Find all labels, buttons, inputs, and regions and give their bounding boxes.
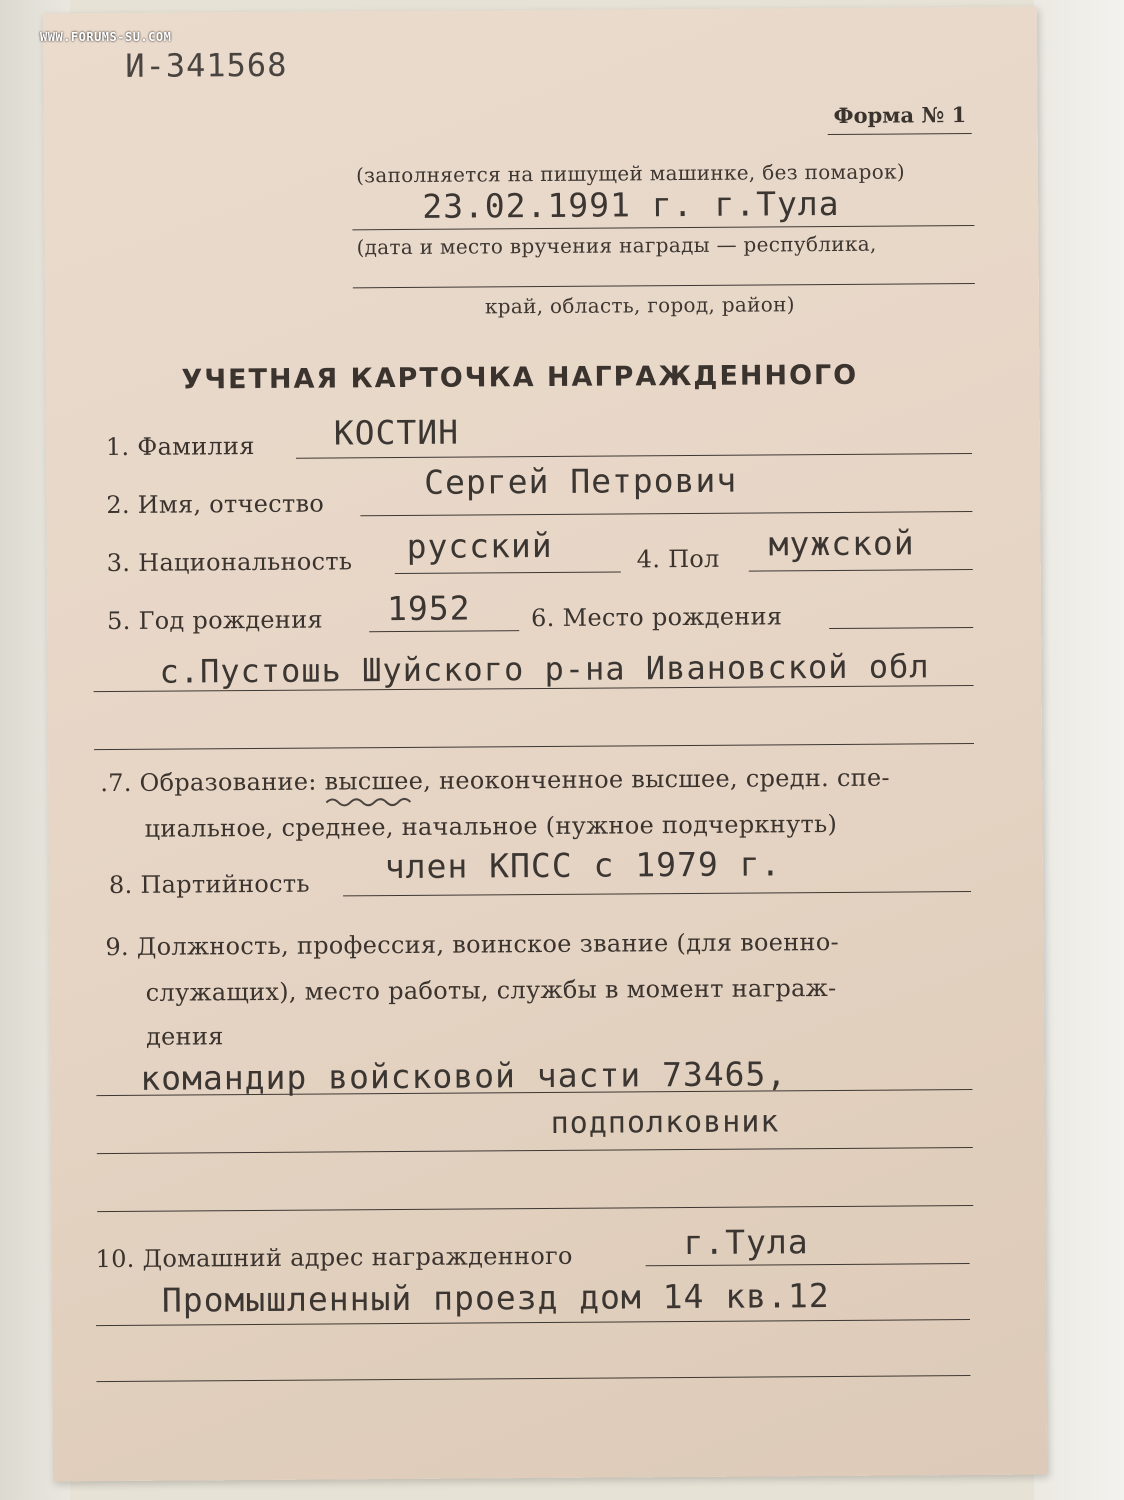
award-record-card — [43, 7, 1047, 1482]
position-label-line-3: дения — [145, 1022, 224, 1051]
fill-instruction: (заполняется на пишущей машинке, без помарок) — [355, 159, 906, 188]
education-label-rest: , неоконченное высшее, средн. спе- — [423, 763, 890, 795]
nationality-line — [395, 571, 621, 574]
surname-value: КОСТИН — [333, 412, 460, 453]
nationality-label: 3. Национальность — [106, 547, 353, 578]
birth-place-line-1 — [829, 627, 973, 629]
award-date-place-line — [352, 225, 974, 230]
surname-label: 1. Фамилия — [105, 432, 255, 462]
education-label-prefix: .7. Образование: — [100, 767, 325, 798]
position-value-line-1: командир войсковой части 73465, — [140, 1054, 788, 1098]
date-place-caption-2: край, область, город, район) — [484, 292, 795, 319]
site-watermark: WWW.FORUMS-SU.COM — [40, 30, 172, 44]
address-label: 10. Домашний адрес награжденного — [95, 1241, 573, 1274]
name-label: 2. Имя, отчество — [106, 489, 325, 520]
date-place-caption-1: (дата и место вручения награды — республика, — [356, 231, 877, 260]
sex-value: мужской — [768, 523, 915, 564]
name-value: Сергей Петрович — [424, 460, 738, 502]
birth-year-value: 1952 — [386, 588, 471, 629]
name-line — [360, 511, 972, 516]
position-line-3 — [97, 1205, 973, 1212]
education-label-line-1 — [100, 764, 890, 798]
birth-place-line-3 — [94, 743, 974, 750]
birth-place-value: с.Пустошь Шуйского р-на Ивановской обл — [159, 647, 930, 691]
position-value-line-2: подполковник — [550, 1104, 780, 1141]
party-line — [343, 891, 971, 896]
education-label-line-2: циальное, среднее, начальное (нужное подчеркнуть) — [144, 809, 838, 843]
birth-place-label: 6. Место рождения — [531, 602, 783, 633]
sex-line — [749, 569, 973, 572]
serial-number: И-341568 — [125, 45, 288, 85]
form-number-underline — [828, 133, 972, 135]
position-label-line-1: 9. Должность, профессия, воинское звание (для военно- — [105, 927, 840, 962]
address-line-1 — [646, 1263, 970, 1266]
form-number: Форма № 1 — [833, 102, 967, 128]
party-label: 8. Партийность — [108, 869, 310, 900]
card-title: УЧЕТНАЯ КАРТОЧКА НАГРАЖДЕННОГО — [181, 359, 859, 396]
education-selected-option: высшее — [324, 766, 424, 796]
address-value-line-2: Промышленный проезд дом 14 кв.12 — [161, 1276, 830, 1320]
surname-line — [296, 453, 972, 459]
position-line-2 — [97, 1147, 973, 1154]
award-date-place-value: 23.02.1991 г. г.Тула — [422, 183, 840, 226]
region-line — [353, 283, 975, 288]
birth-year-line — [369, 630, 519, 632]
background-right — [1034, 0, 1124, 1500]
nationality-value: русский — [406, 525, 553, 566]
address-value-line-1: г.Тула — [683, 1222, 809, 1263]
address-line-3 — [96, 1375, 970, 1382]
position-label-line-2: служащих), место работы, службы в момент награж- — [145, 973, 837, 1007]
education-underline-mark — [324, 795, 414, 808]
birth-year-label: 5. Год рождения — [107, 605, 324, 636]
party-value: член КПСС с 1979 г. — [384, 844, 782, 887]
sex-label: 4. Пол — [636, 544, 720, 574]
address-line-2 — [96, 1319, 970, 1326]
